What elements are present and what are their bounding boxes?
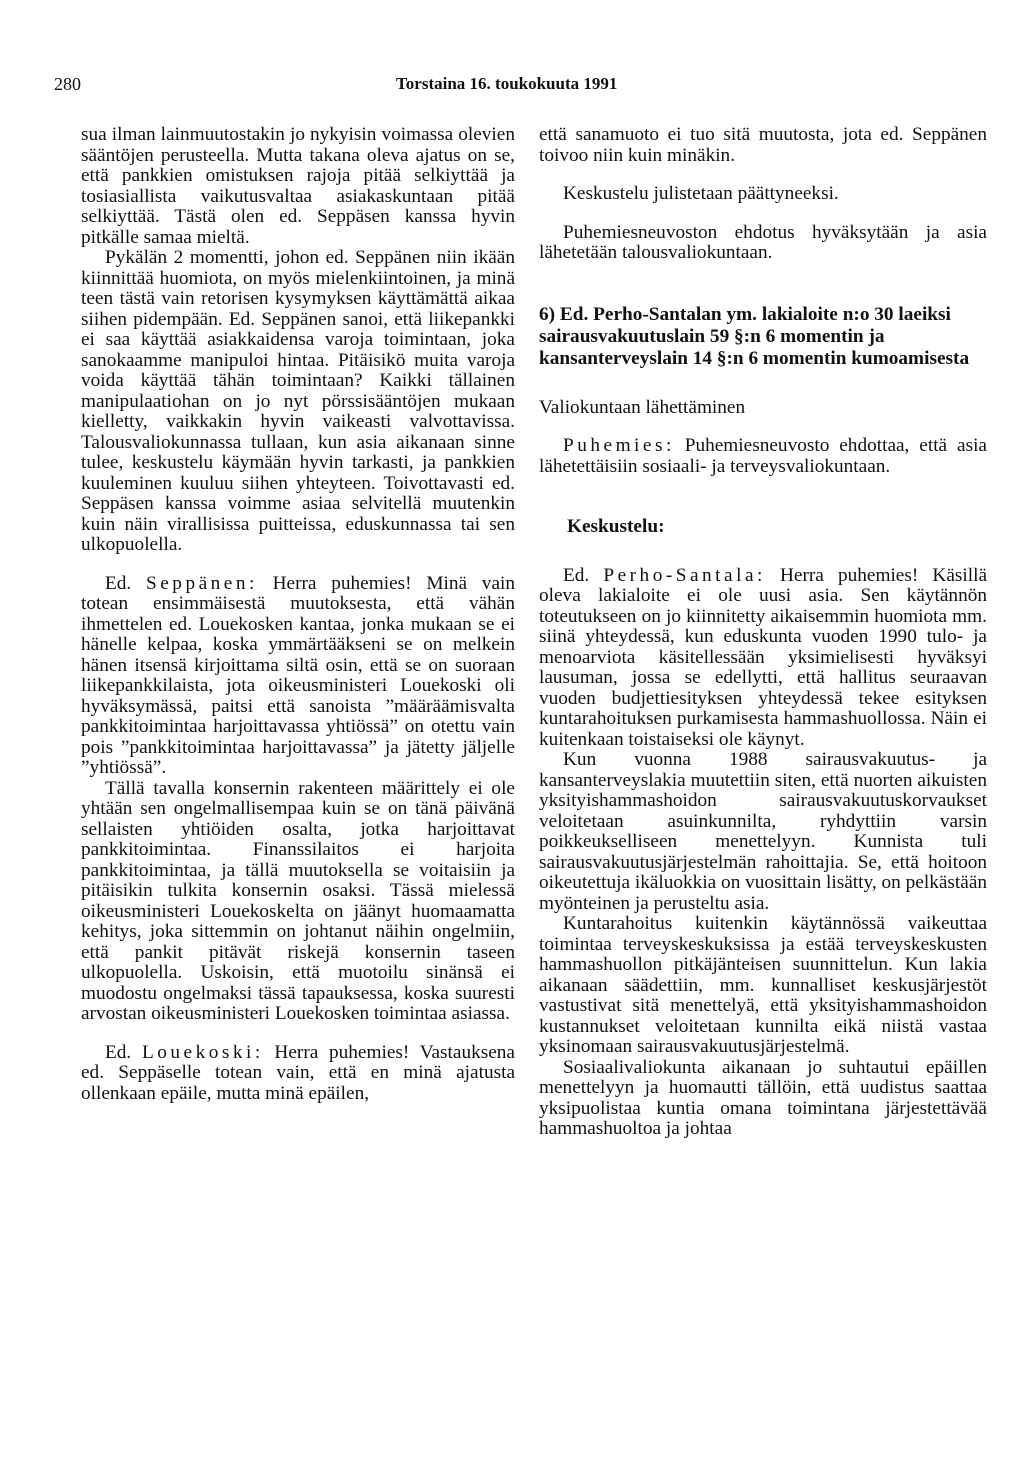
agenda-subheading: Valiokuntaan lähettäminen	[539, 396, 746, 418]
speech-prefix: Ed.	[563, 564, 604, 586]
speech-prefix: Ed.	[105, 572, 147, 594]
paragraph: Keskustelu julistetaan päättyneeksi.	[563, 183, 839, 204]
agenda-item-heading: 6) Ed. Perho-Santalan ym. lakialoite n:o 30 laeiksi sairausvakuutuslain 59 §:n 6 momentin ja kansanterveyslain 14 §:n 6 momentin kumoamisesta	[539, 303, 970, 369]
speech-text: Herra puhemies! Vastauksena ed. Seppäselle totean vain, että en minä ajatusta ollenkaan epäile, mutta minä epäilen,	[81, 1041, 515, 1104]
paragraph: Kuntarahoitus kuitenkin käytännössä vaikeuttaa toimintaa terveyskeskuksissa ja estää terveyskeskusten hammashuollon pitkäjänteisen suunnittelun. Kun lakia aikanaan säädettiin, mm. kunnalliset keskusjärjestöt vastustivat sitä menettelyä, että yksityishammashoidon kustannukset veloitetaan kunnilta eikä niistä vastaa yksinomaan sairausvakuutusjärjestelmä.	[539, 913, 987, 1057]
speech-paragraph	[81, 574, 515, 779]
paragraph: Puhemiesneuvoston ehdotus hyväksytään ja asia lähetetään talousvaliokuntaan.	[539, 221, 987, 263]
paragraph: Sosiaalivaliokunta aikanaan jo suhtautui epäillen menettelyyn ja huomautti tällöin, että uudistus saattaa yksipuolistaa kuntia omana toimintana järjestettävää hammashuoltoa ja johtaa	[539, 1056, 987, 1139]
paragraph: että sanamuoto ei tuo sitä muutosta, jota ed. Seppänen toivoo niin kuin minäkin.	[539, 124, 987, 166]
right-column	[539, 125, 987, 1140]
speech-prefix: Ed.	[105, 1041, 142, 1063]
page-header	[0, 74, 1024, 100]
speaker-name: Puhemies:	[563, 435, 675, 456]
speech-text: Puhemiesneuvosto ehdottaa, että asia lähetettäisiin sosiaali- ja terveysvaliokuntaan.	[539, 435, 987, 477]
speaker-name: Louekoski:	[141, 1041, 264, 1063]
page-number: 280	[54, 74, 81, 94]
speech-text: Herra puhemies! Minä vain totean ensimmäisestä muutoksesta, että vähän ihmettelen ed. Louekosken kantaa, jonka mukaan se ei hänelle kelpaa, koska ymmärtääkseni se on melkein hänen itsensä kirjoittama siltä osin, että se on suoraan liikepankkilaista, jota oikeusministeri Louekoski oli hyväksymässä, paitsi että sanoista ”määräämisvalta pankkitoimintaa harjoittavassa yhtiössä” on otettu vain pois ”pankkitoimintaa harjoittavassa” ja jätetty jäljelle ”yhtiössä”.	[81, 572, 515, 778]
speech-paragraph	[539, 436, 987, 477]
section-label: Keskustelu:	[567, 516, 665, 537]
speaker-name: Perho-Santala:	[603, 564, 766, 586]
speaker-name: Seppänen:	[146, 572, 258, 594]
paragraph: Kun vuonna 1988 sairausvakuutus- ja kansanterveyslakia muutettiin siten, että nuorten aikuisten yksityishammashoidon sairausvakuutuskorvaukset veloitetaan asuinkunnilta, ryhdyttiin varsin poikkeukselliseen menettelyyn. Kunnista tuli sairausvakuutusjärjestelmän rahoittajia. Se, että hoitoon oikeutettuja ikäluokkia on vuosittain lisätty, on pelkästään myönteinen ja perusteltu asia.	[539, 749, 988, 914]
paragraph: sua ilman lainmuutostakin jo nykyisin voimassa olevien sääntöjen perusteella. Mutta takana oleva ajatus on se, että pankkien omistuksen rajoja pitää selkiyttää ja tosiasiallista vaikutusvaltaa asiakaskuntaan pitää selkiyttää. Tästä olen ed. Seppäsen kanssa hyvin pitkälle samaa mieltä.	[81, 124, 515, 248]
speech-paragraph	[539, 566, 987, 751]
running-title: Torstaina 16. toukokuuta 1991	[396, 74, 618, 93]
left-column	[81, 125, 515, 1104]
speech-text: Herra puhemies! Käsillä oleva lakialoite ei ole uusi asia. Sen käytännön toteutukseen on jo kiinnitetty aikaisemmin huomiota mm. siinä yhteydessä, kun eduskunta vuoden 1990 tulo- ja menoarviota käsitellessään yksimielisesti hyväksyi lausuman, jossa se edellytti, että hallitus seuraavan vuoden budjettiesityksen yhteydessä tekee esityksen kuntarahoituksen purkamisesta hammashuollossa. Näin ei kuitenkaan toistaiseksi ole käynyt.	[539, 564, 988, 750]
speech-paragraph	[81, 1043, 515, 1105]
paragraph: Pykälän 2 momentti, johon ed. Seppänen niin ikään kiinnittää huomiota, on myös mielenkiintoinen, ja minä teen tästä vain retorisen kysymyksen käyttämättä aikaa siihen pidempään. Ed. Seppänen sanoi, että liikepankki ei saa käyttää asiakkaidensa varoja toimintaan, joka sanokaamme manipuloi hintaa. Pitäisikö muita varoja voida käyttää tähän toimintaan? Kaikki tällainen manipulaatiohan on jo nyt pörssisääntöjen mukaan kielletty, vaikkakin hyvin vaikeasti valvottavissa. Talousvaliokunnassa tullaan, kun asia aikanaan sinne tulee, keskustelu käymään hyvin tarkasti, ja pankkien kuuleminen kuuluu siihen yhteyteen. Toivottavasti ed. Seppäsen kanssa voimme asiaa selvitellä muutenkin kuin näin virallisissa puitteissa, eduskunnassa tai sen ulkopuolella.	[81, 247, 515, 555]
paragraph: Tällä tavalla konsernin rakenteen määrittely ei ole yhtään sen ongelmallisempaa kuin se on tänä päivänä sellaisten yhtiöiden osalta, jotka harjoittavat pankkitoimintaa. Finanssilaitos ei harjoita pankkitoimintaa, ja tällä muutoksella se voitaisiin ja pitäisikin tulkita konsernin osaksi. Tässä mielessä oikeusministeri Louekoskelta on jäänyt huomaamatta kehitys, joka sittemmin on johtanut näihin ongelmiin, että pankit pitävät riskejä konsernin taseen ulkopuolella. Uskoisin, että muotoilu sinänsä ei muodostu ongelmaksi tässä tapauksessa, koska suuresti arvostan oikeusministeri Louekosken toimintaa asiassa.	[81, 777, 515, 1024]
